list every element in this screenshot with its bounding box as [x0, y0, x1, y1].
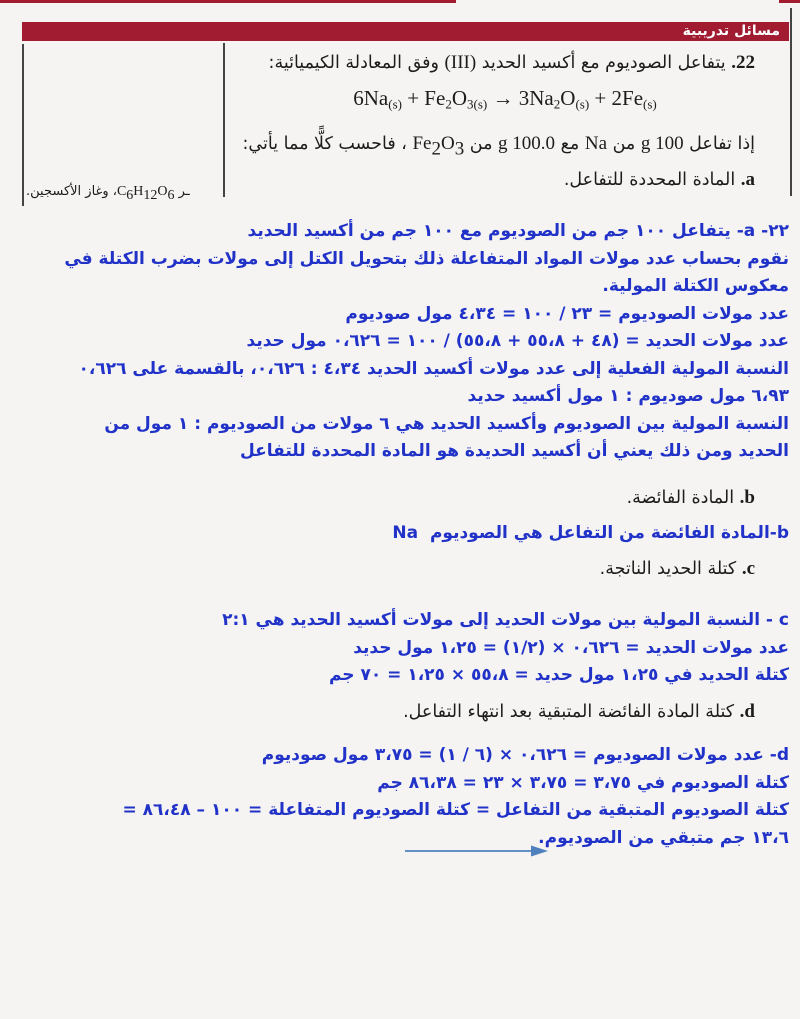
text-segment: المادة الفائضة. [626, 488, 740, 508]
solution-part-c-block [222, 607, 789, 690]
problem-title [269, 52, 755, 74]
problem-part-b [627, 487, 755, 509]
text-segment: إذا تفاعل [683, 134, 755, 154]
solution-line: الحديد ومن ذلك يعني أن أكسيد الحديدة هو المادة المحددة للتفاعل [239, 441, 789, 461]
text-segment: كتلة الحديد الناتجة. [599, 559, 742, 579]
solution-part-b-block [392, 520, 789, 548]
solution-part-a-block [64, 218, 789, 466]
text-segment: مع [555, 134, 585, 154]
text-segment: 6Na [353, 86, 389, 110]
text-segment: a. [740, 169, 755, 190]
text-segment: Fe [412, 133, 432, 154]
text-segment: O [157, 184, 168, 199]
column-divider-line [223, 43, 225, 197]
text-segment: 100.0 g [498, 133, 556, 154]
solution-line: d- عدد مولات الصوديوم = ٠،٦٢٦ × (٦ / ١) = ٣،٧٥ مول صوديوم [261, 745, 789, 765]
text-segment: O [440, 133, 455, 154]
solution-line: نقوم بحساب عدد مولات المواد المتفاعلة ذلك بتحويل الكتل إلى مولات بضرب الكتلة في [64, 248, 789, 269]
annotation-arrow-icon [402, 842, 550, 860]
solution-line: النسبة المولية بين الصوديوم وأكسيد الحديد هي ٦ مولات من الصوديوم : ١ مول من [104, 413, 789, 434]
text-segment: b. [739, 487, 755, 508]
text-segment: H [133, 184, 144, 199]
text-segment: (s) [575, 96, 590, 112]
text-segment: + 2Fe [589, 86, 644, 110]
chemical-equation [265, 86, 745, 113]
text-segment: من [464, 134, 499, 154]
solution-line: عدد مولات الصوديوم = ٢٣ / ١٠٠ = ٤،٣٤ مول صوديوم [345, 303, 789, 324]
solution-line: عدد مولات الحديد = ٠،٦٢٦ × (١/٢) = ١،٢٥ مول حديد [353, 637, 789, 658]
problem-part-a [564, 169, 755, 191]
problem-given-line [243, 133, 755, 160]
text-segment: → 3Na [487, 86, 554, 110]
text-segment: 6 [167, 187, 175, 203]
text-segment: 12 [143, 187, 158, 203]
text-segment: 3(s) [467, 96, 488, 112]
text-segment: ـر [174, 184, 190, 199]
solution-part-d-block [122, 742, 789, 852]
text-segment: O [560, 86, 576, 110]
text-segment: (s) [388, 96, 402, 112]
text-segment: 100 g [640, 133, 684, 154]
text-segment: ، وغاز الأكسجين. [26, 184, 117, 199]
solution-line: c - النسبة المولية بين مولات الحديد إلى مولات أكسيد الحديد هي ٢:١ [222, 610, 789, 630]
text-segment: 2 [445, 96, 452, 112]
section-banner-title: مسائل تدريبية [682, 23, 780, 39]
text-segment: 2 [553, 96, 561, 112]
solution-line: عدد مولات الحديد = (٤٨ + ٥٥،٨ + ٥٥،٨) / ١٠٠ = ٠،٦٢٦ مول حديد [246, 331, 789, 351]
text-segment: من [607, 134, 641, 154]
solution-line: كتلة الصوديوم المتبقية من التفاعل = كتلة الصوديوم المتفاعلة = ١٠٠ – ٨٦،٤٨ = [122, 800, 789, 820]
text-segment: (s) [643, 96, 657, 112]
top-red-rule-corner [779, 0, 800, 3]
text-segment: يتفاعل الصوديوم مع أكسيد الحديد [476, 53, 732, 73]
solution-line: كتلة الحديد في ١،٢٥ مول حديد = ٥٥،٨ × ١،٢٥ = ٧٠ جم [328, 665, 789, 685]
neighbor-column-fragment [26, 184, 190, 204]
text-segment: 6 [126, 187, 134, 203]
section-banner [22, 22, 789, 41]
page-right-border [790, 8, 792, 196]
text-segment: c. [741, 558, 755, 579]
text-segment: المادة المحددة للتفاعل. [563, 170, 741, 190]
text-segment: ، فاحسب كلًّا مما يأتي: [242, 134, 413, 154]
top-red-rule [0, 0, 456, 3]
text-segment: 3 [454, 138, 465, 160]
text-segment: C [116, 184, 127, 199]
page-left-border [22, 44, 24, 206]
solution-line: النسبة المولية الفعلية إلى عدد مولات أكسيد الحديد ٤،٣٤ : ٠،٦٢٦، بالقسمة على ٠،٦٢٦ [78, 358, 789, 379]
solution-line: ١٣،٦ جم متبقي من الصوديوم. [538, 827, 789, 848]
text-segment: 22. [731, 52, 755, 73]
problem-part-c [600, 558, 755, 580]
text-segment: كتلة المادة الفائضة المتبقية بعد انتهاء التفاعل. [403, 702, 740, 722]
text-segment: + Fe [401, 86, 446, 110]
text-segment: (III) [444, 52, 477, 73]
text-segment: Na [584, 133, 608, 154]
text-segment: وفق المعادلة الكيميائية: [268, 53, 445, 73]
text-segment: O [451, 86, 467, 110]
solution-line: b-المادة الفائضة من التفاعل هي الصوديوم Na [392, 523, 789, 543]
solution-line: كتلة الصوديوم في ٣،٧٥ = ٣،٧٥ × ٢٣ = ٨٦،٣٨ جم [377, 772, 789, 793]
solution-line: ٢٢- a- يتفاعل ١٠٠ جم من الصوديوم مع ١٠٠ جم من أكسيد الحديد [247, 221, 789, 241]
solution-line: معكوس الكتلة المولية. [602, 276, 789, 296]
problem-part-d [403, 701, 755, 723]
text-segment: 2 [431, 138, 441, 160]
text-segment: d. [739, 701, 755, 722]
solution-line: ٦،٩٣ مول صوديوم : ١ مول أكسيد حديد [467, 386, 789, 406]
